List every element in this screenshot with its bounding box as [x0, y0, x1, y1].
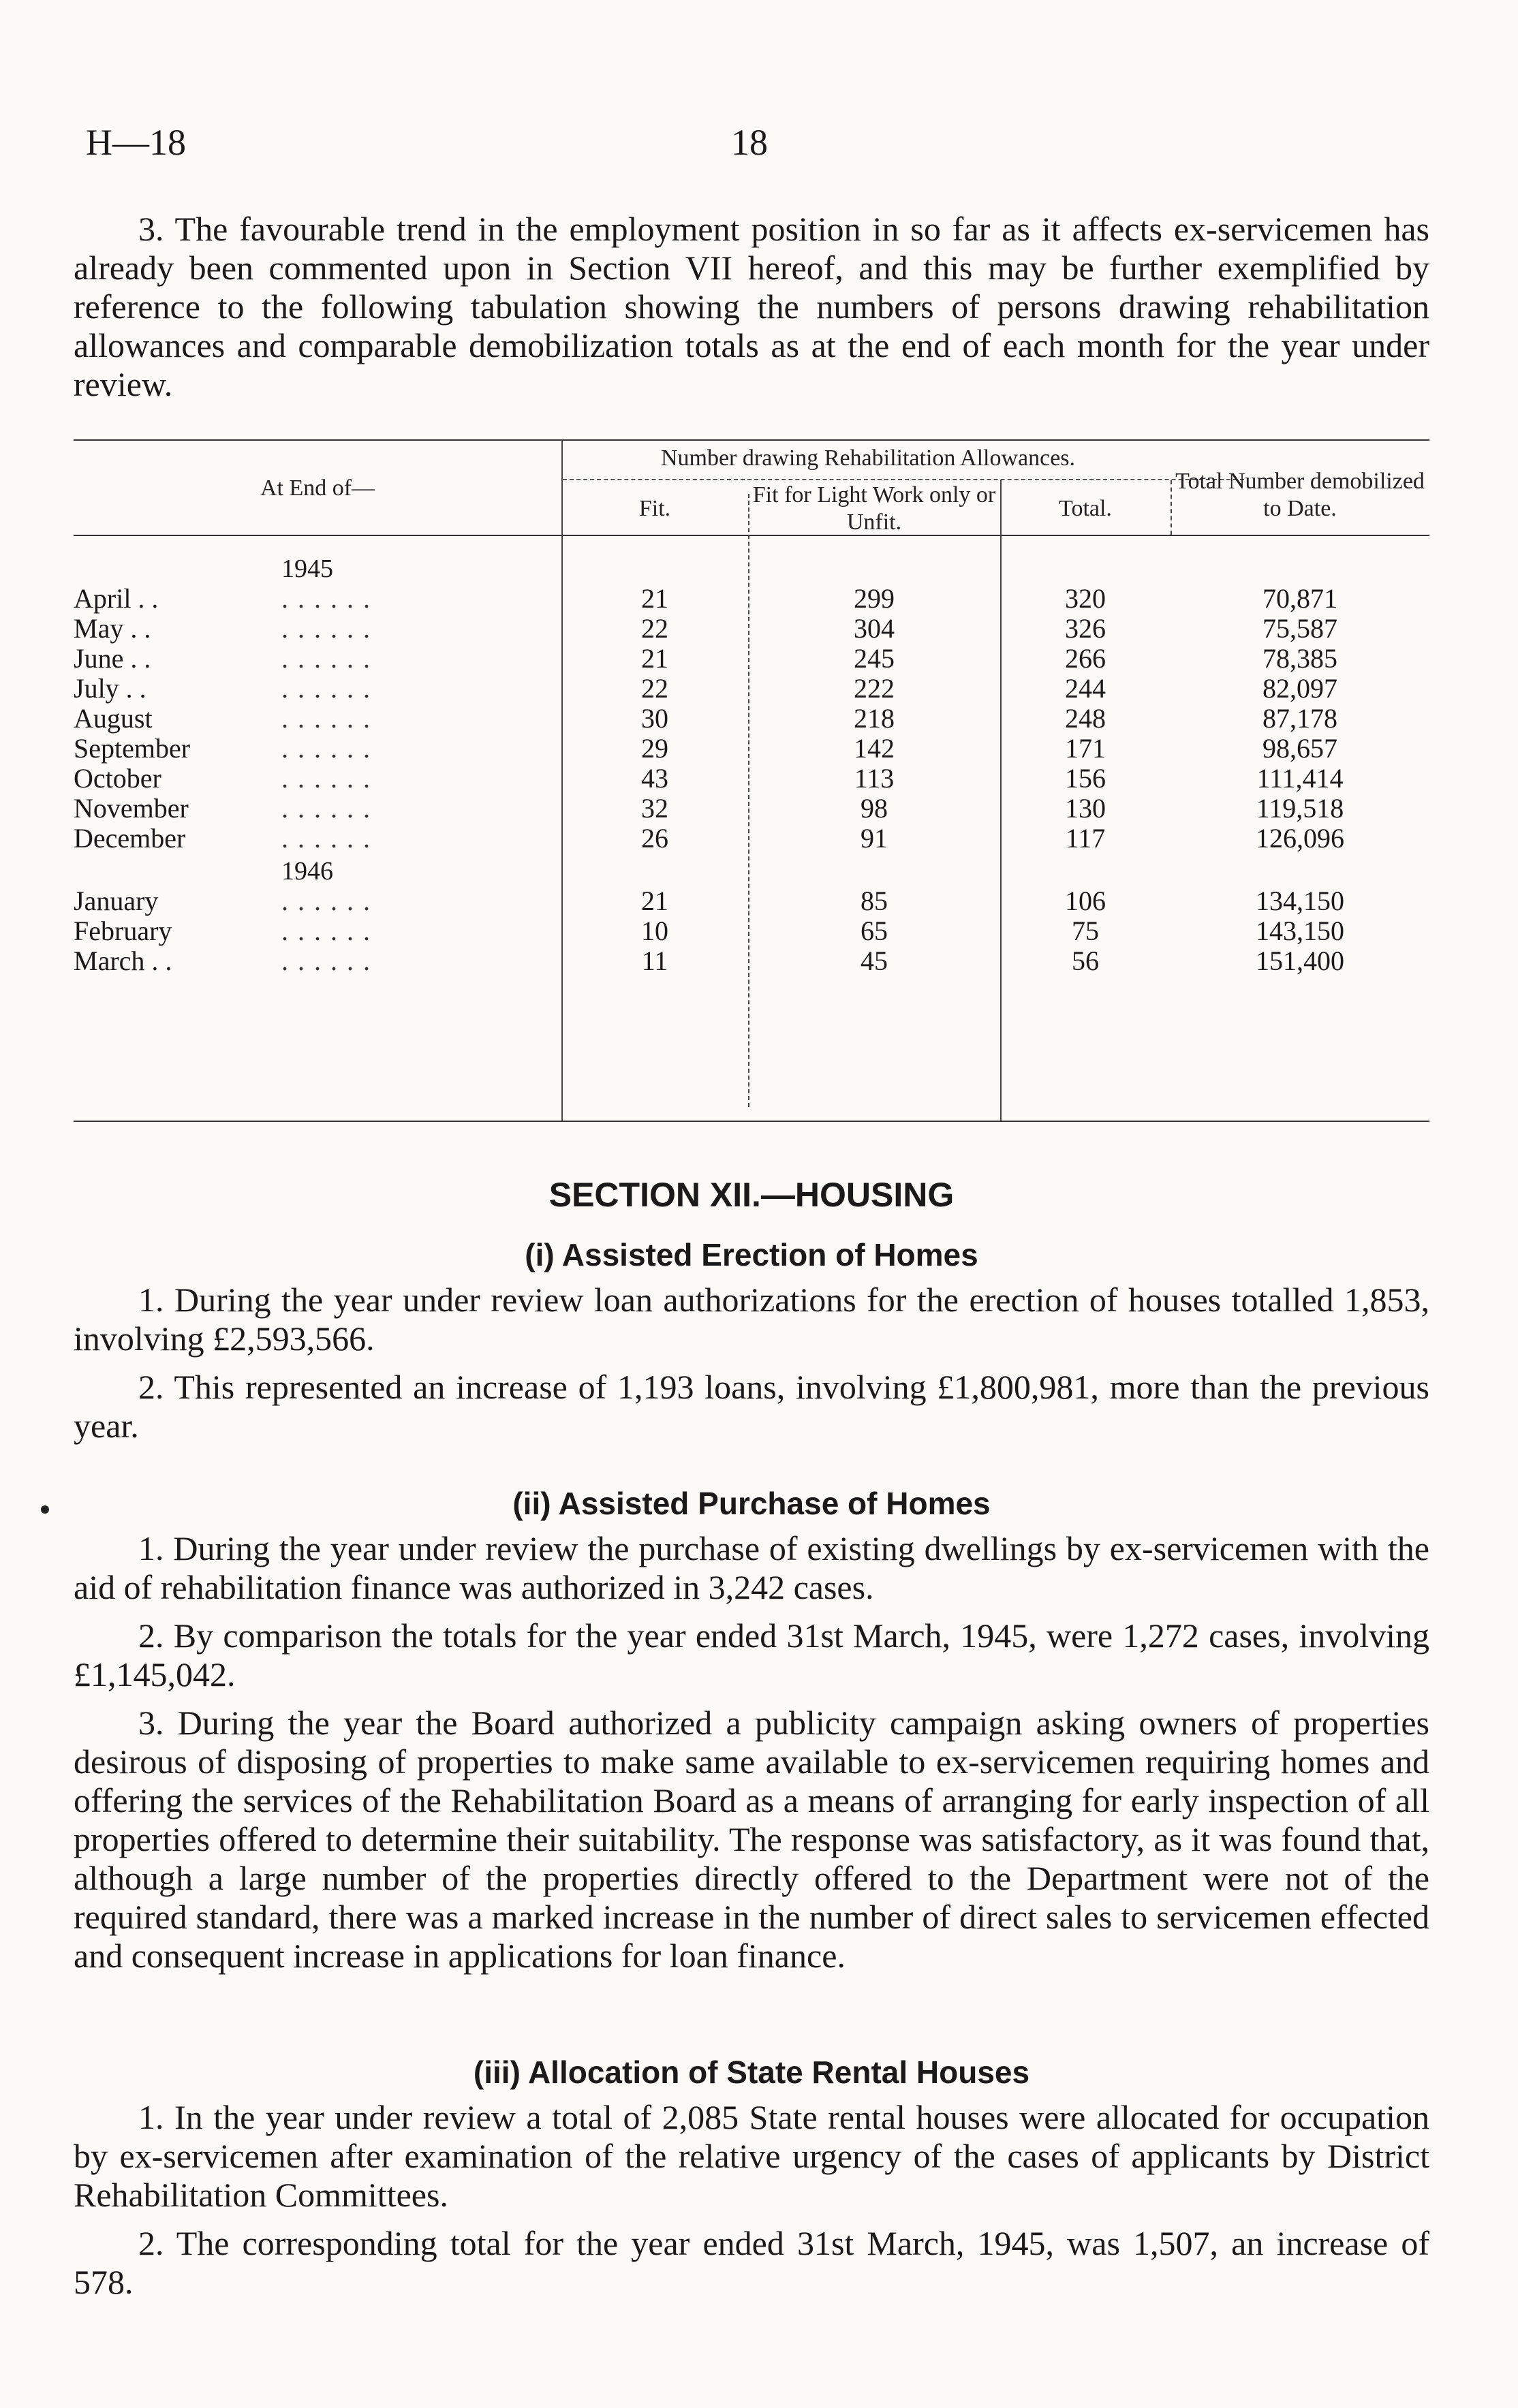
intro-paragraph: 3. The favourable trend in the employment position in so far as it affects ex-servicemen has already been commented upon in Section VII hereof, and this may be further exemplified by reference to the following tabulation showing the numbers of persons drawing rehabilitation allowances and comparable demobilization totals as at the end of each month for the year under review. [74, 210, 1429, 403]
purchase-paragraph-2: 2. By comparison the totals for the year ended 31st March, 1945, were 1,272 cases, involving £1,145,042. [74, 1616, 1429, 1693]
light-cell: 113 [854, 763, 895, 794]
total-cell: 326 [1065, 613, 1106, 644]
table-row [74, 946, 1429, 976]
header-at-end-of: At End of— [260, 475, 375, 501]
table-row [74, 584, 1429, 614]
light-cell: 245 [854, 643, 895, 674]
light-cell: 299 [854, 583, 895, 614]
total-cell: 248 [1065, 703, 1106, 734]
table-row [74, 824, 1429, 854]
fit-cell: 10 [641, 916, 668, 946]
demob-cell: 143,150 [1256, 916, 1344, 946]
demob-cell: 78,385 [1263, 643, 1337, 674]
year-label-1945: 1945 [281, 554, 333, 583]
demob-cell: 151,400 [1256, 945, 1344, 976]
table-row [74, 886, 1429, 916]
month-cell: February [74, 916, 172, 946]
leader-dots: . . . . . . [281, 793, 371, 824]
rental-paragraph-2: 2. The corresponding total for the year ended 31st March, 1945, was 1,507, an increase of 578. [74, 2224, 1429, 2301]
leader-dots: . . . . . . [281, 703, 371, 734]
report-code: H—18 [86, 122, 186, 163]
total-cell: 106 [1065, 886, 1106, 916]
demob-cell: 111,414 [1256, 763, 1344, 794]
leader-dots: . . . . . . [281, 823, 371, 854]
subsection-heading-purchase: (ii) Assisted Purchase of Homes [512, 1486, 991, 1521]
table-row [74, 614, 1429, 644]
light-cell: 222 [854, 673, 895, 704]
total-cell: 320 [1065, 583, 1106, 614]
table-row [74, 794, 1429, 824]
leader-dots: . . . . . . [281, 673, 371, 704]
leader-dots: . . . . . . [281, 886, 371, 916]
rental-block [74, 2098, 1429, 2302]
subsection-heading-erection: (i) Assisted Erection of Homes [525, 1237, 978, 1272]
demob-cell: 87,178 [1263, 703, 1337, 734]
total-cell: 75 [1072, 916, 1099, 946]
purchase-paragraph-3: 3. During the year the Board authorized a publicity campaign asking owners of properties desirous of disposing of properties to make same available to ex-servicemen requiring homes and offering the services of the Rehabilitation Board as a means of arranging for early inspection of all properties offered to determine their suitability. The response was satisfactory, as it was found that, although a large number of the properties directly offered to the Department were not of the required standard, there was a marked increase in the number of direct sales to servicemen effected and consequent increase in applications for loan finance. [74, 1704, 1429, 1975]
total-cell: 117 [1065, 823, 1106, 854]
purchase-block [74, 1529, 1429, 1975]
margin-mark [41, 1505, 49, 1514]
leader-dots: . . . . . . [281, 945, 371, 976]
erection-paragraph-1: 1. During the year under review loan authorizations for the erection of houses totalled 1,853, involving £2,593,566. [74, 1281, 1429, 1358]
demob-cell: 70,871 [1263, 583, 1337, 614]
fit-cell: 43 [641, 763, 668, 794]
fit-cell: 30 [641, 703, 668, 734]
table-row [74, 764, 1429, 794]
purchase-paragraph-1: 1. During the year under review the purchase of existing dwellings by ex-servicemen with the aid of rehabilitation finance was authorized in 3,242 cases. [74, 1529, 1429, 1606]
demob-cell: 126,096 [1256, 823, 1344, 854]
header-total: Total. [1059, 496, 1112, 521]
table-row [74, 644, 1429, 674]
total-cell: 266 [1065, 643, 1106, 674]
month-cell: January [74, 886, 159, 916]
leader-dots: . . . . . . [281, 583, 371, 614]
table-top-rule [74, 439, 1429, 441]
demob-cell: 82,097 [1263, 673, 1337, 704]
fit-cell: 26 [641, 823, 668, 854]
light-cell: 65 [861, 916, 888, 946]
leader-dots: . . . . . . [281, 763, 371, 794]
fit-cell: 32 [641, 793, 668, 824]
fit-cell: 22 [641, 673, 668, 704]
fit-cell: 21 [641, 886, 668, 916]
fit-cell: 11 [641, 945, 668, 976]
month-cell: May . . [74, 613, 151, 644]
table-row [74, 674, 1429, 704]
header-fit: Fit. [638, 496, 671, 521]
leader-dots: . . . . . . [281, 643, 371, 674]
header-demobilized: Total Number demobilized to Date. [1175, 469, 1425, 521]
rehabilitation-table [74, 439, 1429, 1134]
demob-cell: 134,150 [1256, 886, 1344, 916]
total-cell: 130 [1065, 793, 1106, 824]
light-cell: 45 [861, 945, 888, 976]
subsection-heading-rental: (iii) Allocation of State Rental Houses [473, 2054, 1030, 2090]
month-cell: July . . [74, 673, 146, 704]
table-row [74, 916, 1429, 946]
fit-cell: 29 [641, 733, 668, 764]
total-cell: 56 [1072, 945, 1099, 976]
leader-dots: . . . . . . [281, 916, 371, 946]
leader-dots: . . . . . . [281, 613, 371, 644]
month-cell: March . . [74, 945, 172, 976]
light-cell: 85 [861, 886, 888, 916]
section-title: SECTION XII.—HOUSING [548, 1176, 955, 1214]
fit-cell: 21 [641, 643, 668, 674]
fit-cell: 22 [641, 613, 668, 644]
light-cell: 98 [861, 793, 888, 824]
rental-paragraph-1: 1. In the year under review a total of 2,085 State rental houses were allocated for occupation by ex-servicemen after examination of the relative urgency of the cases of applicants by District Rehabilitation Committees. [74, 2098, 1429, 2214]
demob-cell: 119,518 [1256, 793, 1344, 824]
total-cell: 244 [1065, 673, 1106, 704]
light-cell: 304 [854, 613, 895, 644]
table-row [74, 734, 1429, 764]
intro-paragraph-block [74, 210, 1429, 404]
month-cell: September [74, 733, 191, 764]
header-group: Number drawing Rehabilitation Allowances. [660, 445, 1076, 471]
year-label-1946: 1946 [281, 857, 333, 886]
demob-cell: 98,657 [1263, 733, 1337, 764]
light-cell: 142 [854, 733, 895, 764]
total-cell: 171 [1065, 733, 1106, 764]
month-cell: April . . [74, 583, 159, 614]
light-cell: 218 [854, 703, 895, 734]
page-number: 18 [731, 122, 768, 163]
erection-paragraph-2: 2. This represented an increase of 1,193 loans, involving £1,800,981, more than the previous year. [74, 1368, 1429, 1445]
page-header [74, 121, 1429, 169]
table-row [74, 704, 1429, 734]
month-cell: November [74, 793, 189, 824]
light-cell: 91 [861, 823, 888, 854]
total-cell: 156 [1065, 763, 1106, 794]
group-header-rule [563, 479, 1244, 480]
erection-block [74, 1281, 1429, 1445]
month-cell: August [74, 703, 153, 734]
month-cell: December [74, 823, 186, 854]
month-cell: June . . [74, 643, 151, 674]
fit-cell: 21 [641, 583, 668, 614]
table-bottom-rule [74, 1121, 1429, 1122]
header-light-work: Fit for Light Work only or Unfit. [752, 482, 996, 535]
month-cell: October [74, 763, 161, 794]
leader-dots: . . . . . . [281, 733, 371, 764]
demob-cell: 75,587 [1263, 613, 1337, 644]
